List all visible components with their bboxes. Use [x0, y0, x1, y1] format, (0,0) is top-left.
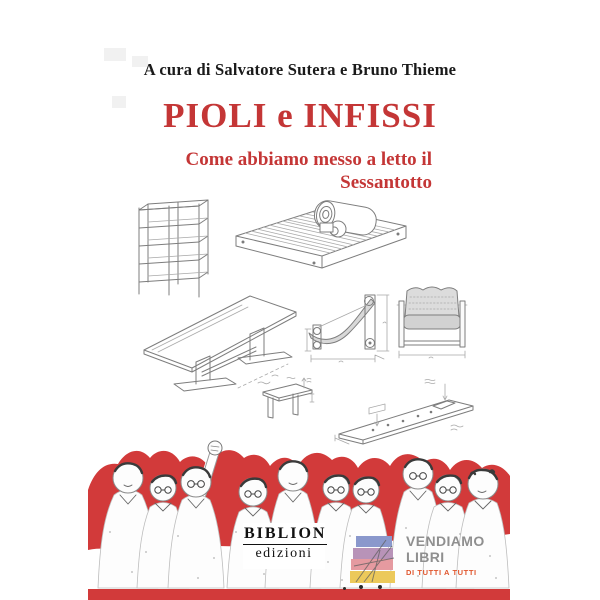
book-cart-icon	[350, 536, 398, 588]
publisher-name: BIBLION	[243, 523, 327, 545]
stamp-text	[406, 534, 485, 577]
stamp-line-3: DI TUTTI A TUTTI	[406, 568, 477, 578]
publisher-sub: edizioni	[255, 546, 313, 561]
cart-dot	[343, 587, 346, 590]
cart-wheel	[359, 585, 363, 589]
subtitle-line-2: Sessantotto	[340, 171, 432, 193]
author-line: A cura di Salvatore Sutera e Bruno Thieme	[143, 60, 457, 79]
vendiamo-libri-stamp	[350, 534, 505, 592]
publisher-logo	[243, 523, 325, 569]
subtitle-line-1: Come abbiamo messo a letto il	[185, 149, 432, 170]
cart-sketch-icon	[350, 536, 398, 592]
shelving-unit-sketch	[125, 198, 217, 300]
cart-wheel	[378, 585, 382, 589]
lounge-chair-side-sketch	[305, 283, 395, 367]
stamp-line-2: LIBRI	[406, 548, 445, 565]
bench-sketch	[260, 376, 316, 424]
stamp-line-1: VENDIAMO	[406, 533, 485, 549]
book-subtitle	[186, 149, 432, 195]
bed-frame-sketch	[228, 196, 413, 272]
armchair-front-sketch	[397, 283, 469, 361]
book-title: PIOLI e INFISSI	[163, 96, 437, 135]
